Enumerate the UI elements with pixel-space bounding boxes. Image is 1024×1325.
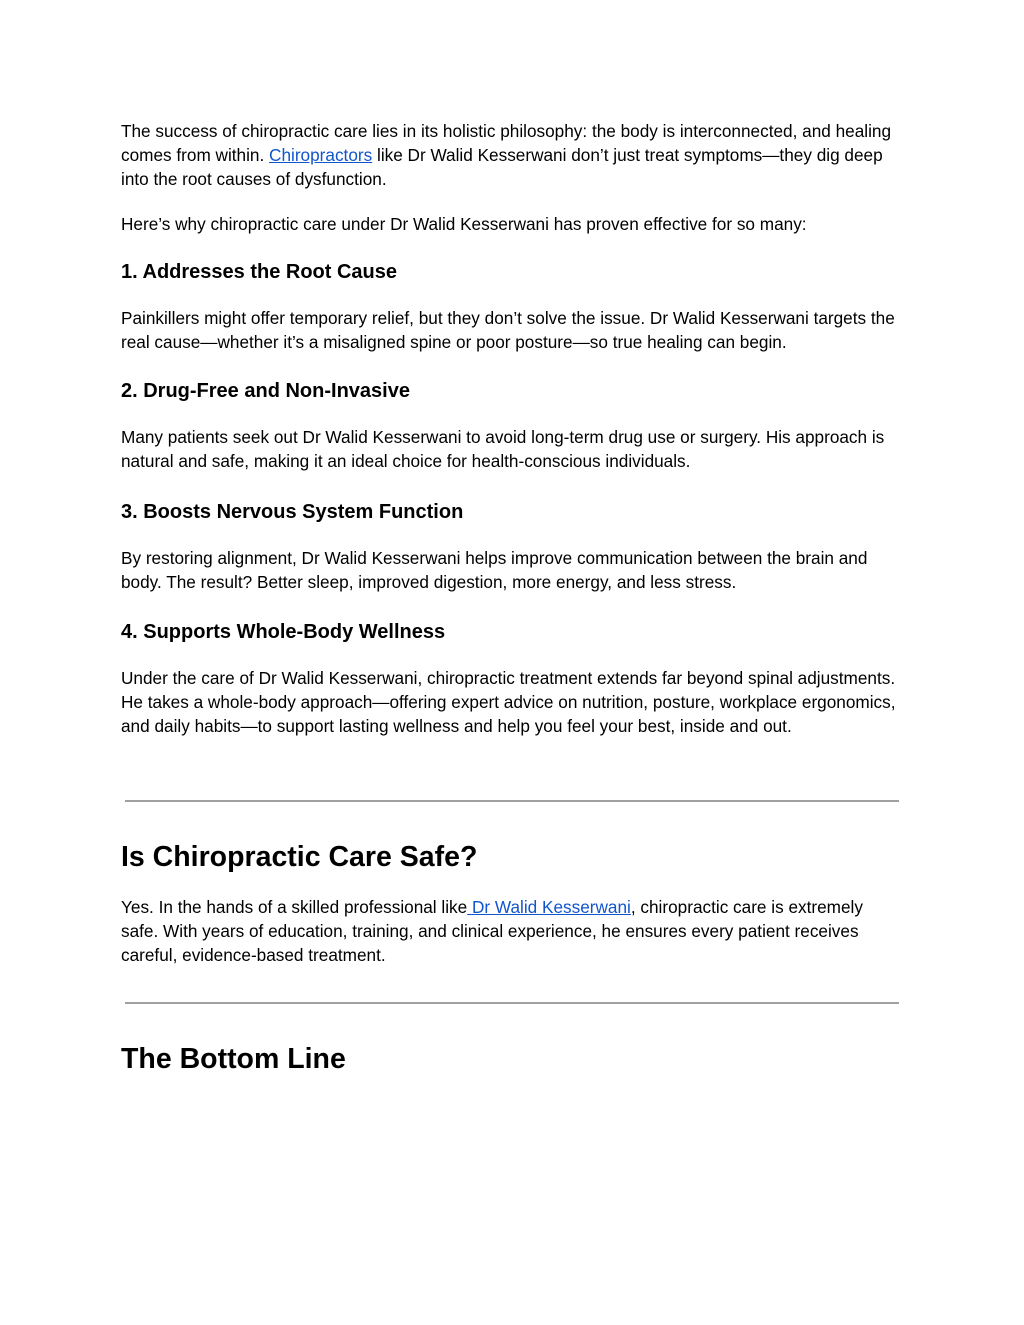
reason-body-2: Many patients seek out Dr Walid Kesserwani to avoid long-term drug use or surgery. His approach is natural and safe, making it an ideal choice for health-conscious individuals. bbox=[121, 427, 885, 472]
safety-heading: Is Chiropractic Care Safe? bbox=[121, 840, 478, 873]
reason-body-4: Under the care of Dr Walid Kesserwani, chiropractic treatment extends far beyond spinal adjustments. He takes a whole-body approach—offering expert advice on nutrition, posture, workplace ergonomics, and daily habits—to support lasting wellness and help you feel your best, inside and out. bbox=[121, 668, 896, 737]
reason-body-1: Painkillers might offer temporary relief, but they don’t solve the issue. Dr Walid Kesserwani targets the real cause—whether it’s a misaligned spine or poor posture—so true healing can begin. bbox=[121, 307, 895, 353]
safety-paragraph bbox=[121, 895, 901, 968]
reason-heading-4: 4. Supports Whole-Body Wellness bbox=[121, 621, 446, 644]
chiropractors-link[interactable]: Chiropractors bbox=[269, 145, 373, 166]
intro-text-start: The success of chiropractic care lies in its holistic philosophy: the body is interconnected, and healing comes from within. bbox=[121, 121, 892, 166]
reason-body-3: By restoring alignment, Dr Walid Kesserwani helps improve communication between the brain and body. The result? Better sleep, improved digestion, more energy, and less stress. bbox=[121, 547, 868, 592]
intro-lead-paragraph: Here’s why chiropractic care under Dr Walid Kesserwani has proven effective for so many: bbox=[121, 213, 807, 234]
reason-heading-2: 2. Drug-Free and Non-Invasive bbox=[121, 380, 410, 403]
section-divider-2 bbox=[125, 1002, 899, 1004]
document-page bbox=[121, 119, 901, 1077]
safety-text-end: , chiropractic care is extremely safe. With years of education, training, and clinical experience, he ensures every patient receives careful, evidence-based treatment. bbox=[121, 896, 863, 966]
reason-heading-1: 1. Addresses the Root Cause bbox=[121, 260, 398, 283]
bottom-line-heading: The Bottom Line bbox=[121, 1043, 346, 1076]
section-divider-1 bbox=[125, 800, 899, 802]
intro-text-end: like Dr Walid Kesserwani don’t just treat symptoms—they dig deep into the root causes of dysfunction. bbox=[121, 145, 883, 190]
safety-text-start: Yes. In the hands of a skilled professional like bbox=[121, 896, 468, 917]
intro-paragraph bbox=[121, 119, 901, 192]
dr-walid-kesserwani-link[interactable]: Dr Walid Kesserwani bbox=[467, 896, 631, 917]
reason-heading-3: 3. Boosts Nervous System Function bbox=[121, 500, 464, 523]
